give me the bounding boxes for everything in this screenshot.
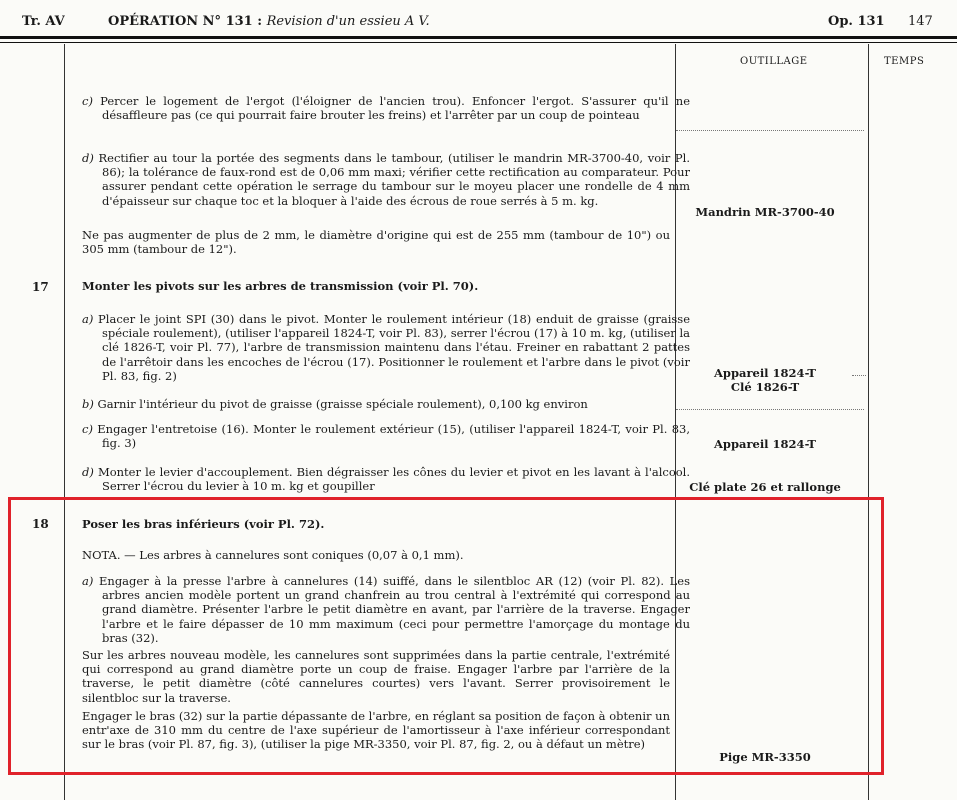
item-label: b) bbox=[82, 397, 94, 411]
tool-device-1824t: Appareil 1824-T bbox=[713, 366, 816, 380]
step-17-c bbox=[82, 422, 690, 450]
column-header-tools: OUTILLAGE bbox=[740, 56, 808, 67]
header-rule-thin bbox=[0, 42, 957, 43]
tool-leader-line bbox=[852, 375, 866, 377]
step-17-d bbox=[82, 465, 690, 493]
item-text: Placer le joint SPI (30) dans le pivot. Monter le roulement intérieur (18) enduit de graisse (graisse spéciale roulement), (utiliser l'appareil 1824-T, voir Pl. 83), serrer l'écrou (17) à 10 m. kg, (utiliser la clé 1826-T, voir Pl. 77), l'arbre de transmission maintenu dans l'étau. Freiner en rabattant 2 pattes de l'arrêtoir dans les encoches de l'écrou (17). Positionner le roulement et l'arbre dans le pivot (voir Pl. 83, fig. 2) bbox=[98, 312, 690, 383]
item-text: Engager à la presse l'arbre à cannelures (14) suiffé, dans le silentbloc AR (12) (voir Pl. 82). Les arbres ancien modèle portent un grand chanfrein au trou central à l'extrémité qui correspond au grand diamètre. Présenter l'arbre le petit diamètre en avant, par l'arrière de la traverse. Engager l'arbre et le faire dépasser de 10 mm maximum (ceci pour permettre l'amorçage du montage du bras (32). bbox=[99, 574, 691, 645]
step-number-18: 18 bbox=[32, 517, 49, 531]
step-c-pin-housing bbox=[82, 94, 690, 122]
step-18-new-model: Sur les arbres nouveau modèle, les cannelures sont supprimées dans la partie centrale, l'extrémité qui correspond au grand diamètre porte un coup de fraise. Engager l'arbre par l'arrière de la traverse, le petit diamètre (côté cannelures courtes) vers l'avant. Serrer provisoirement le silentbloc sur la traverse. bbox=[82, 648, 670, 705]
operation-subtitle: Revision d'un essieu A V. bbox=[266, 14, 430, 29]
step-17-a bbox=[82, 312, 690, 383]
tool-flat-wrench: Clé plate 26 et rallonge bbox=[689, 480, 841, 494]
step-18-title: Poser les bras inférieurs (voir Pl. 72). bbox=[82, 517, 325, 531]
note-drum-diameter: Ne pas augmenter de plus de 2 mm, le diamètre d'origine qui est de 255 mm (tambour de 10") ou 305 mm (tambour de 12"). bbox=[82, 228, 670, 257]
operation-title bbox=[108, 14, 430, 29]
operation-number: OPÉRATION N° 131 : bbox=[108, 14, 263, 29]
item-label: c) bbox=[82, 94, 93, 108]
step-17-b bbox=[82, 397, 690, 411]
item-text: Garnir l'intérieur du pivot de graisse (graisse spéciale roulement), 0,100 kg environ bbox=[97, 397, 588, 411]
item-text: Monter le levier d'accouplement. Bien dégraisser les cônes du levier et pivot en les lavant à l'alcool. Serrer l'écrou du levier à 10 m. kg et goupiller bbox=[97, 465, 691, 494]
tool-leader-line bbox=[676, 409, 864, 411]
header-op-number: Op. 131 bbox=[828, 14, 885, 29]
step-17-title: Monter les pivots sur les arbres de transmission (voir Pl. 70). bbox=[82, 279, 479, 293]
tool-mandrel: Mandrin MR-3700-40 bbox=[695, 205, 835, 219]
step-d-drum-grinding bbox=[82, 151, 690, 208]
item-text: Engager l'entretoise (16). Monter le roulement extérieur (15), (utiliser l'appareil 1824-T, voir Pl. 83, fig. 3) bbox=[97, 422, 690, 451]
highlight-box bbox=[8, 497, 884, 775]
step-18-arm-mounting: Engager le bras (32) sur la partie dépassante de l'arbre, en réglant sa position de façon à obtenir un entr'axe de 310 mm du centre de l'axe supérieur de l'amortisseur à l'axe inférieur correspondant sur le bras (voir Pl. 87, fig. 3), (utiliser la pige MR-3350, voir Pl. 87, fig. 2, ou à défaut un mètre) bbox=[82, 709, 670, 752]
item-label: d) bbox=[82, 151, 94, 165]
item-text: Rectifier au tour la portée des segments dans le tambour, (utiliser le mandrin MR-3700-40, voir Pl. 86); la tolérance de faux-rond est de 0,06 mm maxi; vérifier cette rectification au comparateur. Pour assurer pendant cette opération le serrage du tambour sur le moyeu placer une rondelle de 4 mm d'épaisseur sur chaque toc et la bloquer à l'aide des écrous de roue serrés à 5 m. kg. bbox=[98, 151, 691, 208]
tool-leader-line bbox=[676, 130, 864, 132]
item-text: Percer le logement de l'ergot (l'éloigner de l'ancien trou). Enfoncer l'ergot. S'assurer qu'il ne désaffleure pas (ce qui pourrait faire brouter les freins) et l'arrêter par un coup de pointeau bbox=[100, 94, 690, 123]
header-rule-thick bbox=[0, 36, 957, 39]
tool-gauge-mr3350: Pige MR-3350 bbox=[719, 750, 811, 764]
item-label: c) bbox=[82, 422, 93, 436]
item-label: a) bbox=[82, 312, 94, 326]
tool-device-1824t-2: Appareil 1824-T bbox=[713, 437, 816, 451]
nota-splines: NOTA. — Les arbres à cannelures sont coniques (0,07 à 0,1 mm). bbox=[82, 548, 464, 562]
step-number-17: 17 bbox=[32, 280, 49, 294]
item-label: a) bbox=[82, 574, 94, 588]
page-number: 147 bbox=[908, 14, 933, 29]
column-header-time: TEMPS bbox=[884, 56, 925, 67]
tool-wrench-1826t: Clé 1826-T bbox=[730, 380, 800, 394]
item-label: d) bbox=[82, 465, 94, 479]
header-section-label: Tr. AV bbox=[22, 14, 65, 29]
